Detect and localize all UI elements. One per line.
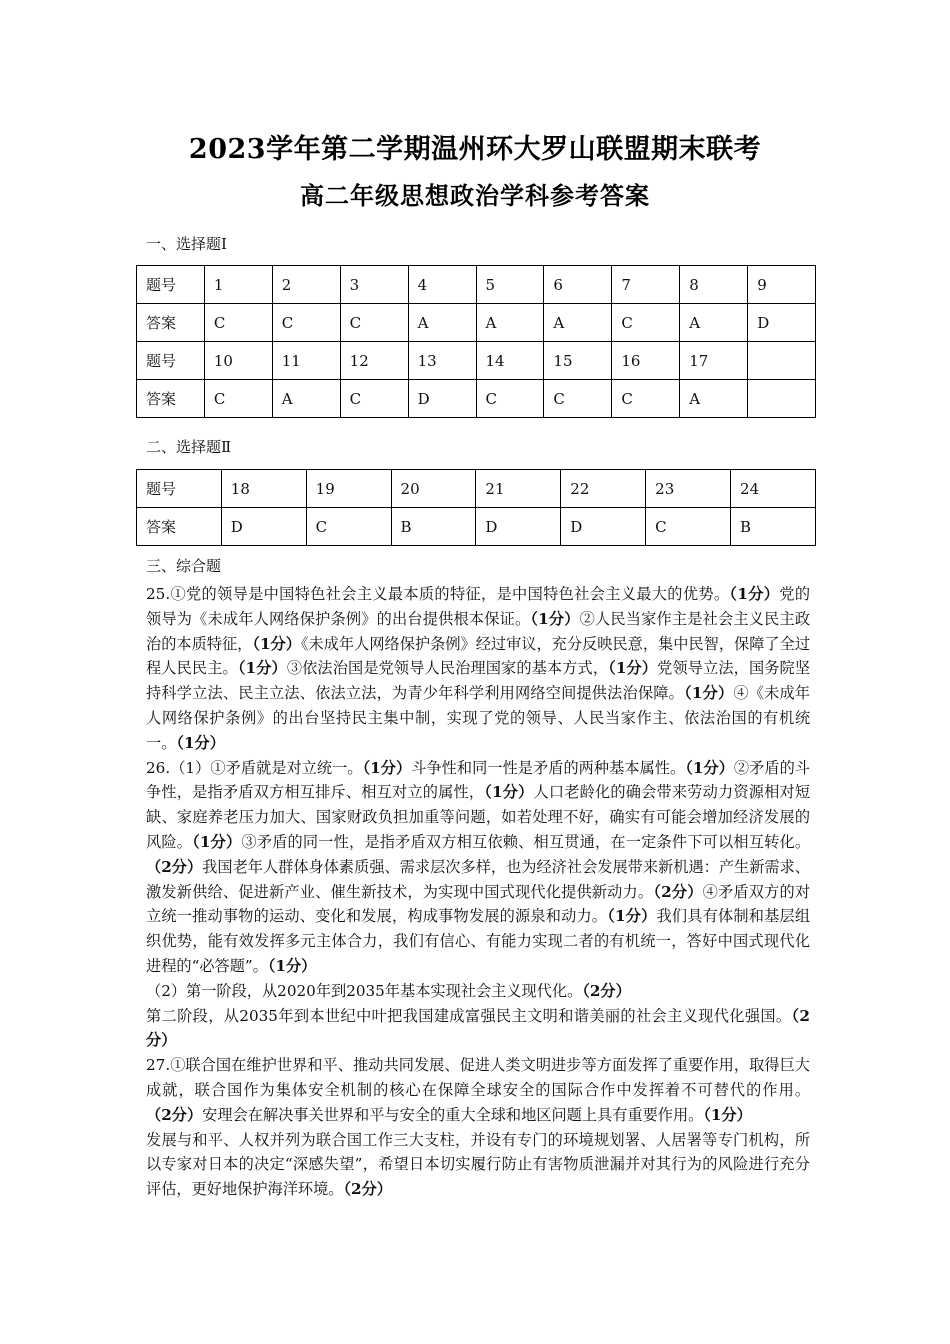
document-subtitle: 高二年级思想政治学科参考答案: [300, 181, 650, 210]
section-heading-comprehensive: 三、综合题: [146, 557, 222, 575]
table-cell: C: [340, 380, 408, 418]
table-cell: 5: [476, 266, 544, 304]
table-cell: A: [476, 304, 544, 342]
table-cell: A: [680, 304, 748, 342]
table-cell: 15: [544, 342, 612, 380]
table-cell: 题号: [137, 266, 205, 304]
table-cell: 10: [204, 342, 272, 380]
table-cell: C: [646, 508, 731, 546]
table-row: [137, 470, 816, 508]
table-cell: D: [561, 508, 646, 546]
table-cell: A: [408, 304, 476, 342]
table-cell: 13: [408, 342, 476, 380]
table-cell: 14: [476, 342, 544, 380]
table-cell: C: [272, 304, 340, 342]
table-cell: 答案: [137, 508, 222, 546]
table-cell: 1: [204, 266, 272, 304]
table-cell: C: [612, 380, 680, 418]
answer-table-choice-1: [136, 265, 816, 418]
table-cell: C: [204, 380, 272, 418]
table-cell: 题号: [137, 342, 205, 380]
table-cell: C: [340, 304, 408, 342]
table-cell: 19: [306, 470, 391, 508]
answer-paragraph-25: 25.①党的领导是中国特色社会主义最本质的特征，是中国特色社会主义最大的优势。（1分）党的领导为《未成年人网络保护条例》的出台提供根本保证。（1分）②人民当家作主是社会主义民主政治的本质特征，（1分）《未成年人网络保护条例》经过审议，充分反映民意，集中民智，保障了全过程人民民主。（1分）③依法治国是党领导人民治理国家的基本方式，（1分）党领导立法，国务院坚持科学立法、民主立法、依法立法，为青少年科学利用网络空间提供法治保障。（1分）④《未成年人网络保护条例》的出台坚持民主集中制，实现了党的领导、人民当家作主、依法治国的有机统一。（1分）: [146, 585, 811, 752]
table-cell: 22: [561, 470, 646, 508]
table-cell: 18: [221, 470, 306, 508]
table-cell: 16: [612, 342, 680, 380]
answer-paragraph-27-cont: 发展与和平、人权并列为联合国工作三大支柱，并设有专门的环境规划署、人居署等专门机构，所以专家对日本的决定“深感失望”，希望日本切实履行防止有害物质泄漏并对其行为的风险进行充分评估，更好地保护海洋环境。（2分）: [146, 1130, 810, 1199]
table-cell: 21: [476, 470, 561, 508]
answer-table-choice-2: [136, 469, 816, 546]
answer-paragraph-26-2-stage-2: 第二阶段，从2035年到本世纪中叶把我国建成富强民主文明和谐美丽的社会主义现代化强国。（2分）: [146, 1006, 811, 1050]
table-cell: A: [272, 380, 340, 418]
answer-paragraph-27: 27.①联合国在维护世界和平、推动共同发展、促进人类文明进步等方面发挥了重要作用，取得巨大成就，联合国作为集体安全机制的核心在保障全球安全的国际合作中发挥着不可替代的作用。（2分）安理会在解决事关世界和平与安全的重大全球和地区问题上具有重要作用。（1分）: [146, 1056, 810, 1124]
section-heading-choice-2: 二、选择题Ⅱ: [146, 438, 232, 456]
table-cell: C: [306, 508, 391, 546]
table-cell: 2: [272, 266, 340, 304]
table-cell: 3: [340, 266, 408, 304]
section-heading-choice-1: 一、选择题Ⅰ: [146, 235, 227, 253]
table-cell: 答案: [137, 380, 205, 418]
table-cell: D: [748, 304, 816, 342]
table-cell: 7: [612, 266, 680, 304]
table-row: [137, 304, 816, 342]
table-row: [137, 508, 816, 546]
answer-paragraph-26-2-stage-1: （2）第一阶段，从2020年到2035年基本实现社会主义现代化。（2分）: [146, 981, 631, 1000]
answer-paragraph-26-1: 26.（1）①矛盾就是对立统一。（1分）斗争性和同一性是矛盾的两种基本属性。（1分）②矛盾的斗争性，是指矛盾双方相互排斥、相互对立的属性，（1分）人口老龄化的确会带来劳动力资源相对短缺、家庭养老压力加大、国家财政负担加重等问题，如若处理不好，确实有可能会增加经济发展的风险。（1分）③矛盾的同一性，是指矛盾双方相互依赖、相互贯通，在一定条件下可以相互转化。（2分）我国老年人群体身体素质强、需求层次多样，也为经济社会发展带来新机遇：产生新需求、激发新供给、促进新产业、催生新技术，为实现中国式现代化提供新动力。（2分）④矛盾双方的对立统一推动事物的运动、变化和发展，构成事物发展的源泉和动力。（1分）我们具有体制和基层组织优势，能有效发挥多元主体合力，我们有信心、有能力实现二者的有机统一，答好中国式现代化进程的“必答题”。（1分）: [146, 758, 811, 975]
table-cell: 11: [272, 342, 340, 380]
table-cell: D: [221, 508, 306, 546]
table-cell: 12: [340, 342, 408, 380]
table-cell: 23: [646, 470, 731, 508]
table-cell: 4: [408, 266, 476, 304]
table-row: [137, 380, 816, 418]
document-title: 2023学年第二学期温州环大罗山联盟期末联考: [188, 134, 762, 165]
answer-body: [146, 582, 810, 1202]
table-cell: A: [544, 304, 612, 342]
table-cell: 17: [680, 342, 748, 380]
table-cell: 20: [391, 470, 476, 508]
table-cell: A: [680, 380, 748, 418]
table-cell: D: [476, 508, 561, 546]
table-cell: 8: [680, 266, 748, 304]
table-cell: 9: [748, 266, 816, 304]
table-cell: 6: [544, 266, 612, 304]
table-cell: C: [476, 380, 544, 418]
table-row: [137, 342, 816, 380]
table-row: [137, 266, 816, 304]
table-cell: B: [391, 508, 476, 546]
table-cell: D: [408, 380, 476, 418]
table-cell: [748, 342, 816, 380]
table-cell: 答案: [137, 304, 205, 342]
table-cell: [748, 380, 816, 418]
table-cell: C: [544, 380, 612, 418]
table-cell: B: [731, 508, 816, 546]
table-cell: 题号: [137, 470, 222, 508]
table-cell: 24: [731, 470, 816, 508]
table-cell: C: [612, 304, 680, 342]
table-cell: C: [204, 304, 272, 342]
